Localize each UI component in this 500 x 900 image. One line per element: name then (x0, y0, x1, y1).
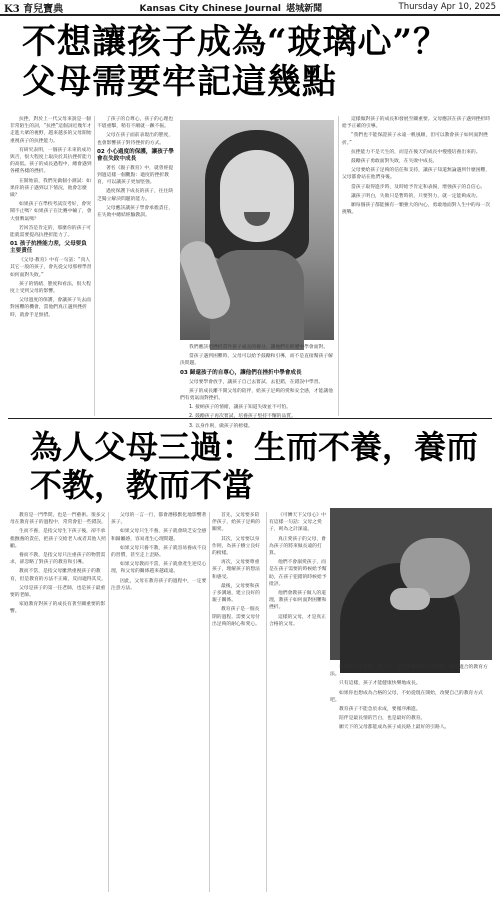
article1-headline (22, 22, 482, 102)
paragraph: 父母要學會放手，讓孩子自己去嘗試、去犯錯，在錯誤中學習。 (189, 379, 324, 385)
article1-subheading-3: 03 歸還孩子的自尊心，讓他們在挫折中學會成長 (180, 369, 302, 376)
paragraph: 父母過度的保護，會讓孩子失去面對困難的機會，當他們真正遇到挫折時，就會手足無措。 (10, 298, 91, 318)
paragraph: 父母要給孩子足夠的信任和支持，讓孩子知道無論遇到什麼困難，父母都會站在他們身後。 (342, 168, 491, 181)
article1-column-1 (10, 116, 92, 416)
paragraph: 他們不會溺愛孩子，而是在孩子需要的時候給予幫助，在孩子犯錯的時候給予批評。 (269, 560, 327, 587)
column-divider (266, 512, 267, 892)
article2-column-3 (212, 512, 264, 892)
article1-subheading-2: 02 小心過度的保護，讓孩子學會在失敗中成長 (97, 148, 174, 162)
paragraph: 有研究表明，一個孩子未來的成功與否，很大程度上取決於其抗挫折能力的高低。孩子的成長過程中，總會遇到各種各樣的挫折。 (10, 147, 92, 175)
article2-column-1 (10, 512, 106, 892)
paragraph: 父母是孩子的第一任老師，也是孩子最重要的老師。 (10, 585, 106, 599)
issue-date: Thursday Apr 10, 2025 (398, 2, 496, 12)
paragraph: 陪伴是最長情的告白，也是最好的教育。 (339, 716, 426, 722)
article1-column-4 (342, 116, 492, 416)
paragraph: 如果孩子在學校考試沒考好，會哭鬧不止嗎？如果孩子在比賽中輸了，會大發脾氣嗎？ (10, 202, 92, 222)
paragraph: 首先，父母要多陪伴孩子，給孩子足夠的關愛。 (212, 513, 260, 533)
crying-girl-photo (180, 120, 334, 340)
article1-column-3 (180, 344, 334, 429)
paragraph: 真正愛孩子的父母，會為孩子的將來做長遠的打算。 (269, 536, 326, 557)
paragraph: 這樣的父母，才是真正合格的父母。 (269, 614, 326, 627)
paragraph: 每個孩子都是獨一無二的，父母要根據孩子的特點，採用適合的教育方法。 (330, 665, 488, 678)
paragraph: 當孩子取得進步時，及時給予肯定和表揚，增強孩子的自信心。 (351, 184, 486, 190)
paragraph: 他們會教孩子做人的道理，教孩子如何面對困難和挫折。 (269, 591, 327, 611)
paragraph: 我們應該把挫折當作孩子成長的養分，讓他們在經歷中學會面對。 (189, 345, 329, 350)
article2-column-4 (269, 512, 327, 892)
paragraph: 2. 鼓勵孩子再次嘗試，培養孩子堅持不懈的品質。 (189, 414, 296, 420)
paragraph: 若回答是肯定的，那麼你的孩子可能就需要提高抗挫折能力了。 (10, 225, 91, 239)
paragraph: 讓孩子明白，失敗只是暫時的，只要努力，就一定能夠成功。 (351, 193, 481, 199)
section-title: K3 育兒寶典 (4, 3, 64, 15)
paragraph: 父母在孩子面前表現出的態度，也會影響孩子對待挫折的方式。 (97, 133, 174, 146)
paragraph: 生而不養，是指父母生下孩子後，卻不承擔撫養的責任，把孩子交給老人或者其他人照顧。 (10, 529, 106, 549)
paragraph: 《可憐天下父母心》中有這樣一句話：父母之愛子，則為之計深遠。 (269, 513, 326, 533)
paragraph: 3. 以身作則，做孩子的榜樣。 (189, 423, 253, 429)
paragraph: 教育是一門學問，也是一門藝術。很多父母在教育孩子的過程中，常常會犯一些錯誤。 (10, 513, 106, 526)
paragraph: 過度保護下成長的孩子，往往缺乏獨立解決問題的能力。 (97, 189, 174, 202)
article2-column-5 (330, 664, 492, 892)
paragraph: 當孩子遇到困難時，父母可以給予鼓勵和引導，而不是直接幫孩子解決問題。 (180, 354, 333, 367)
paragraph: 最後，父母要和孩子多溝通，建立良好的親子關係。 (212, 583, 260, 604)
article2-headline: 為人父母三過：生而不養，養而不教，教而不當 (30, 428, 479, 504)
paragraph: 著名《親子教育》中，就曾經提到過這樣一個觀點：適度的挫折教育，可以讓孩子更加堅強。 (97, 165, 174, 186)
column-divider (209, 512, 210, 892)
paragraph: 教育孩子是一個長期的過程，需要父母付出足夠的耐心和愛心。 (212, 607, 260, 627)
column-divider (338, 116, 339, 416)
paragraph: “我們也不能保證孩子永遠一帆風順，但可以教會孩子如何面對挫折。” (342, 133, 488, 146)
paragraph: 這樣做對孩子的成長和發展至關重要。父母應該在孩子遇到挫折時給予正確的引導。 (342, 117, 491, 130)
paragraph: 願每個孩子都能擁有一顆強大的內心，勇敢地面對人生中的每一次挑戰。 (342, 203, 491, 216)
paragraph: 如果父母教而不當，孩子就會產生逆反心理，和父母的關係越來越疏遠。 (111, 562, 207, 575)
parent-holding-baby-photo (330, 508, 492, 660)
paragraph: 家庭教育對孩子的成長有著至關重要的影響。 (10, 602, 106, 615)
newspaper-name-cn: 堪城新聞 (286, 3, 323, 14)
paragraph: 抗挫，對於上一代父母來說是一個非常陌生的詞，“抗挫”這個詞近幾年才走進大眾的視野，越來越多的父母開始重視孩子的抗挫能力。 (10, 117, 92, 144)
paragraph: 如果你也想成為合格的父母，不妨從現在開始，改變自己的教育方式吧。 (330, 690, 483, 703)
newspaper-name (139, 1, 322, 14)
paragraph: 孩子的情緒、態度和看法，很大程度上受到父母的影響。 (10, 281, 91, 295)
newspaper-name-en: Kansas City Chinese Journal (139, 3, 281, 14)
paragraph: 因此，父母在教育孩子的過程中，一定要注意方法。 (111, 578, 207, 591)
paragraph: 再次，父母要尊重孩子，理解孩子的想法和感受。 (212, 560, 260, 580)
paragraph: 1. 接納孩子的情緒，讓孩子知道失敗並不可怕。 (189, 405, 292, 411)
article1-column-2 (97, 116, 177, 416)
article1-headline-line1: 不想讓孩子成為“玻璃心”？ (22, 22, 449, 62)
article1-headline-line2: 父母需要牢記這幾點 (22, 62, 337, 102)
photo-face-shape (220, 150, 294, 242)
page-header (0, 0, 500, 16)
paragraph: 其次，父母要以身作則，為孩子樹立良好的榜樣。 (212, 536, 260, 557)
paragraph: 孩子的成長離不開父母的陪伴，給孩子足夠的愛和安全感，才能讓他們有勇氣面對挫折。 (180, 388, 333, 402)
paragraph: 父母的一言一行，都會潛移默化地影響著孩子。 (111, 513, 207, 526)
paragraph: 《父母·教育》中有一句話：“真人其它一般的孩子，會先從父母那裡學習如何面對失敗。” (10, 258, 92, 278)
paragraph: 抗挫能力不是天生的，而是在後天的成長中慢慢培養出來的。 (351, 149, 481, 155)
paragraph: 在開始前，我們先做個小測試：如果你的孩子遇到以下情況，他會怎麼做？ (10, 178, 91, 199)
paragraph: 教而不當，是指父母雖然重視孩子的教育，但是教育的方法不正確，反而適得其反。 (10, 569, 106, 582)
paragraph: 如果父母只生不養，孩子就會缺乏安全感和歸屬感，容易產生心理問題。 (111, 529, 207, 542)
paragraph: 只有這樣，孩子才能健康快樂地成長。 (339, 681, 421, 687)
paragraph: 如果父母只養不教，孩子就容易養成不良的習慣，甚至走上歪路。 (111, 545, 207, 559)
paragraph: 養而不教，是指父母只注重孩子的物質需求，卻忽略了對孩子的教育和引導。 (10, 553, 106, 566)
column-divider (108, 512, 109, 892)
article-divider (8, 418, 492, 419)
photo-hand-shape (390, 588, 430, 610)
paragraph: 父母應該讓孩子學會承擔責任，在失敗中總結經驗教訓。 (97, 205, 174, 219)
article1-subheading-1: 01 孩子抗挫能力差，父母要負主要責任 (10, 241, 87, 255)
column-divider (94, 116, 95, 416)
article2-column-2 (111, 512, 207, 892)
paragraph: 教育孩子不能急於求成，要循序漸進。 (339, 707, 421, 713)
paragraph: 願天下的父母都能成為孩子成長路上最好的引路人。 (339, 725, 450, 731)
paragraph: 了孩子的自尊心，孩子的心理也不堪重擊，稍有不順就一蹶不振。 (97, 117, 174, 130)
paragraph: 鼓勵孩子勇敢面對失敗，在失敗中成長。 (351, 159, 438, 165)
